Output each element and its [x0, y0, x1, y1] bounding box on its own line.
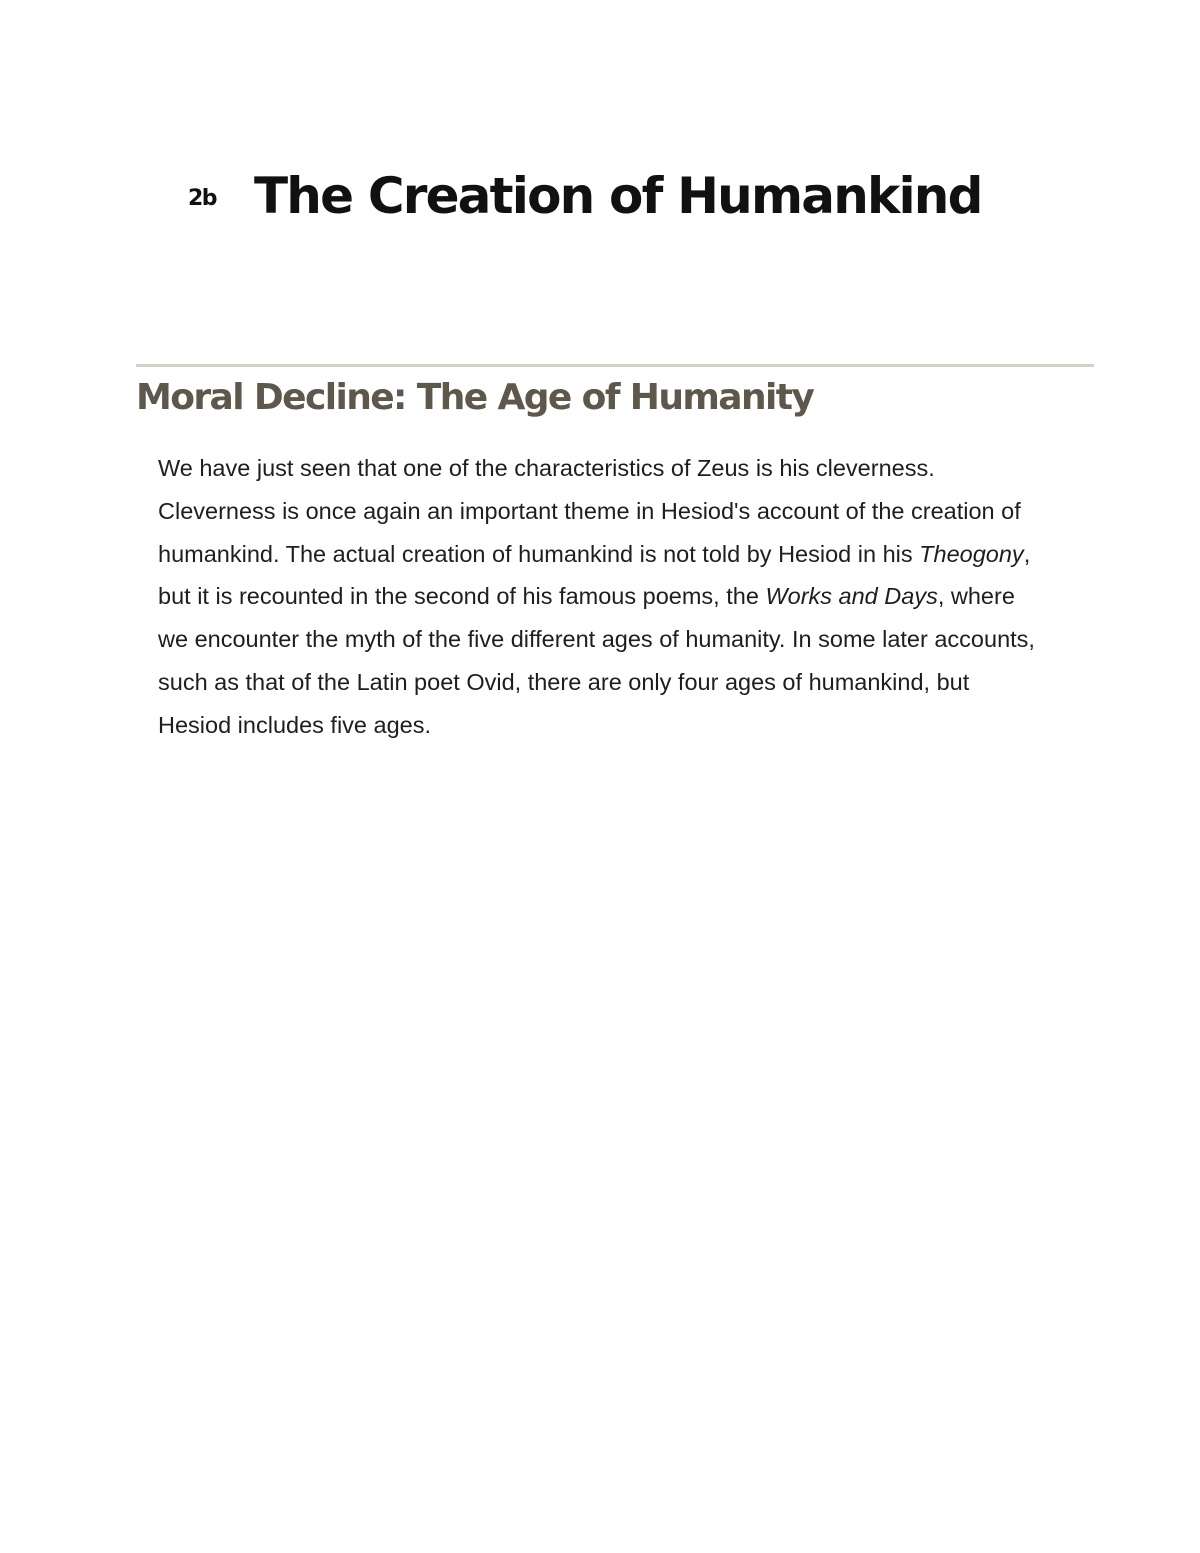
body-paragraph	[158, 447, 1048, 747]
work-title-theogony: Theogony	[919, 540, 1024, 567]
paragraph-text-1: We have just seen that one of the characteristics of Zeus is his cleverness. Cleverness is once again an important theme in Hesiod's account of the creation of humankind. The actual creation of humankind is not told by Hesiod in his	[158, 455, 1021, 567]
chapter-number: 2b	[188, 186, 217, 211]
section-divider	[136, 364, 1094, 367]
chapter-header	[188, 166, 982, 226]
work-title-works-and-days: Works and Days	[765, 583, 938, 610]
paragraph-text-3: , where we encounter the myth of the five different ages of humanity. In some later accounts, such as that of the Latin poet Ovid, there are only four ages of humankind, but Hesiod includes five ages.	[158, 583, 1035, 738]
paragraph-text-2: , but it is recounted in the second of his famous poems, the	[158, 540, 1031, 610]
chapter-title: The Creation of Humankind	[254, 167, 982, 225]
section-title: Moral Decline: The Age of Humanity	[136, 377, 814, 418]
